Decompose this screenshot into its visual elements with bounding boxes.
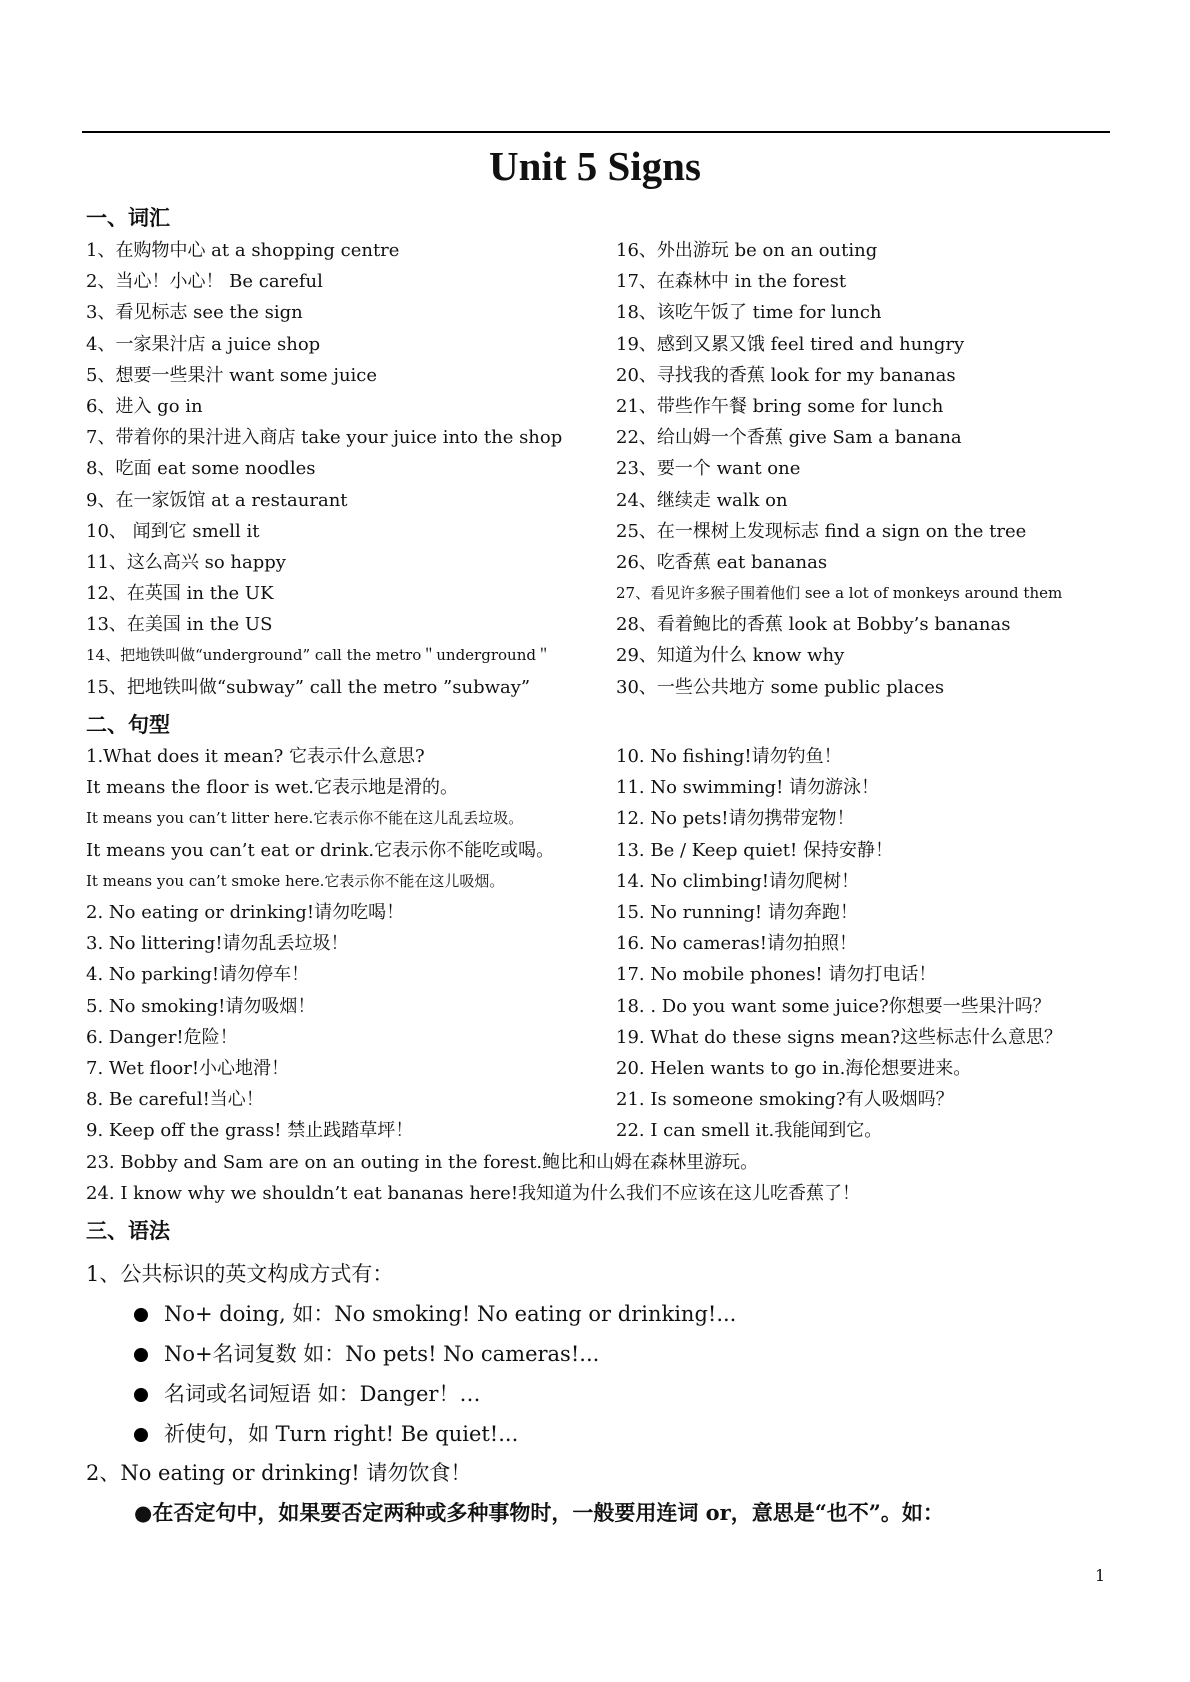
sentence-item: 15. No running! 请勿奔跑！ xyxy=(616,901,858,923)
sentence-item: It means you can’t smoke here.它表示你不能在这儿吸烟。 xyxy=(86,871,505,890)
vocab-item: 25、在一棵树上发现标志 find a sign on the tree xyxy=(616,520,1027,542)
sentence-item: 11. No swimming! 请勿游泳！ xyxy=(616,777,880,799)
sentence-item: 6. Danger!危险！ xyxy=(86,1026,238,1048)
section-vocab-heading: 一、词汇 xyxy=(86,205,170,230)
vocab-item: 12、在英国 in the UK xyxy=(86,583,274,605)
sentence-23: 23. Bobby and Sam are on an outing in the forest.鲍比和山姆在森林里游玩。 xyxy=(86,1152,759,1173)
vocab-item: 20、寻找我的香蕉 look for my bananas xyxy=(616,364,956,386)
header-rule xyxy=(82,131,1110,133)
list-item: No+名词复数 如：No pets! No cameras!... xyxy=(134,1334,736,1374)
vocab-item: 10、 闻到它 smell it xyxy=(86,520,260,542)
vocab-item: 30、一些公共地方 some public places xyxy=(616,676,945,698)
vocab-item: 1、在购物中心 at a shopping centre xyxy=(86,240,400,261)
sentence-item: 5. No smoking!请勿吸烟！ xyxy=(86,995,316,1017)
vocab-item: 7、带着你的果汁进入商店 take your juice into the shop xyxy=(86,427,563,449)
vocab-item: 22、给山姆一个香蕉 give Sam a banana xyxy=(616,427,962,449)
sentence-item: 18. . Do you want some juice?你想要一些果汁吗？ xyxy=(616,995,1051,1017)
sentence-item: 10. No fishing!请勿钓鱼！ xyxy=(616,746,842,767)
bullet-icon xyxy=(134,1348,148,1362)
page-title: Unit 5 Signs xyxy=(489,143,701,189)
sentence-item: 17. No mobile phones! 请勿打电话！ xyxy=(616,964,937,986)
vocab-item: 3、看见标志 see the sign xyxy=(86,302,303,324)
vocab-item: 14、把地铁叫做“underground” call the metro＂underground＂ xyxy=(86,646,551,665)
vocab-item: 5、想要一些果汁 want some juice xyxy=(86,364,378,386)
list-item: No+ doing, 如：No smoking! No eating or drinking!... xyxy=(134,1294,736,1334)
vocab-item: 27、看见许多猴子围着他们 see a lot of monkeys around them xyxy=(616,584,1063,603)
sentence-item: 20. Helen wants to go in.海伦想要进来。 xyxy=(616,1057,972,1079)
sentence-item: 19. What do these signs mean?这些标志什么意思？ xyxy=(616,1026,1063,1048)
sentence-item: 13. Be / Keep quiet! 保持安静！ xyxy=(616,839,893,861)
sentence-item: 8. Be careful!当心！ xyxy=(86,1089,264,1111)
list-item: 祈使句，如 Turn right! Be quiet!... xyxy=(134,1414,736,1454)
vocab-item: 15、把地铁叫做“subway” call the metro ”subway” xyxy=(86,676,531,698)
vocab-item: 28、看着鲍比的香蕉 look at Bobby’s bananas xyxy=(616,614,1011,636)
grammar-bullet-list xyxy=(134,1294,736,1454)
vocab-item: 8、吃面 eat some noodles xyxy=(86,458,316,480)
vocab-item: 29、知道为什么 know why xyxy=(616,645,845,667)
vocab-item: 13、在美国 in the US xyxy=(86,614,273,636)
sentence-item: 14. No climbing!请勿爬树！ xyxy=(616,870,859,892)
sentence-item: 7. Wet floor!小心地滑！ xyxy=(86,1057,290,1079)
sentence-24: 24. I know why we shouldn’t eat bananas here!我知道为什么我们不应该在这儿吃香蕉了！ xyxy=(86,1183,861,1204)
sentence-item: 1.What does it mean? 它表示什么意思? xyxy=(86,746,425,767)
vocab-item: 18、该吃午饭了 time for lunch xyxy=(616,302,882,324)
sentence-item: 4. No parking!请勿停车！ xyxy=(86,964,310,986)
sentence-item: 12. No pets!请勿携带宠物！ xyxy=(616,808,855,830)
sentence-item: It means the floor is wet.它表示地是滑的。 xyxy=(86,777,459,799)
sentence-item: 2. No eating or drinking!请勿吃喝！ xyxy=(86,901,405,923)
vocab-item: 16、外出游玩 be on an outing xyxy=(616,240,878,261)
vocab-item: 6、进入 go in xyxy=(86,395,203,417)
sentence-item: 3. No littering!请勿乱丢垃圾！ xyxy=(86,933,349,955)
vocab-item: 19、感到又累又饿 feel tired and hungry xyxy=(616,333,965,355)
sentence-item: It means you can’t litter here.它表示你不能在这儿乱丢垃圾。 xyxy=(86,809,524,828)
list-item: 名词或名词短语 如：Danger！… xyxy=(134,1374,736,1414)
sentence-item: 21. Is someone smoking?有人吸烟吗？ xyxy=(616,1089,954,1111)
grammar-point-1: 1、公共标识的英文构成方式有： xyxy=(86,1262,394,1286)
sentence-item: 9. Keep off the grass! 禁止践踏草坪！ xyxy=(86,1120,414,1142)
vocab-item: 11、这么高兴 so happy xyxy=(86,551,286,573)
grammar-point-2: 2、No eating or drinking! 请勿饮食！ xyxy=(86,1461,472,1485)
vocab-item: 23、要一个 want one xyxy=(616,458,801,480)
grammar-note: ●在否定句中，如果要否定两种或多种事物时，一般要用连词 or，意思是“也不”。如： xyxy=(134,1500,944,1525)
bullet-icon xyxy=(134,1428,148,1442)
sentence-list xyxy=(86,741,1126,1146)
bullet-icon xyxy=(134,1388,148,1402)
vocab-item: 9、在一家饭馆 at a restaurant xyxy=(86,489,348,511)
vocab-item: 17、在森林中 in the forest xyxy=(616,271,847,293)
vocab-item: 2、当心！小心！ Be careful xyxy=(86,271,323,293)
page-number: 1 xyxy=(1095,1566,1106,1585)
bullet-icon xyxy=(134,1308,148,1322)
vocab-item: 4、一家果汁店 a juice shop xyxy=(86,333,321,355)
vocab-item: 24、继续走 walk on xyxy=(616,489,788,511)
section-sentences-heading: 二、句型 xyxy=(86,712,170,737)
sentence-item: It means you can’t eat or drink.它表示你不能吃或喝。 xyxy=(86,839,555,861)
vocab-item: 21、带些作午餐 bring some for lunch xyxy=(616,395,944,417)
section-grammar-heading: 三、语法 xyxy=(86,1218,170,1243)
sentence-item: 16. No cameras!请勿拍照！ xyxy=(616,933,857,955)
sentence-item: 22. I can smell it.我能闻到它。 xyxy=(616,1120,883,1142)
vocab-item: 26、吃香蕉 eat bananas xyxy=(616,551,828,573)
vocab-list xyxy=(86,235,1126,703)
